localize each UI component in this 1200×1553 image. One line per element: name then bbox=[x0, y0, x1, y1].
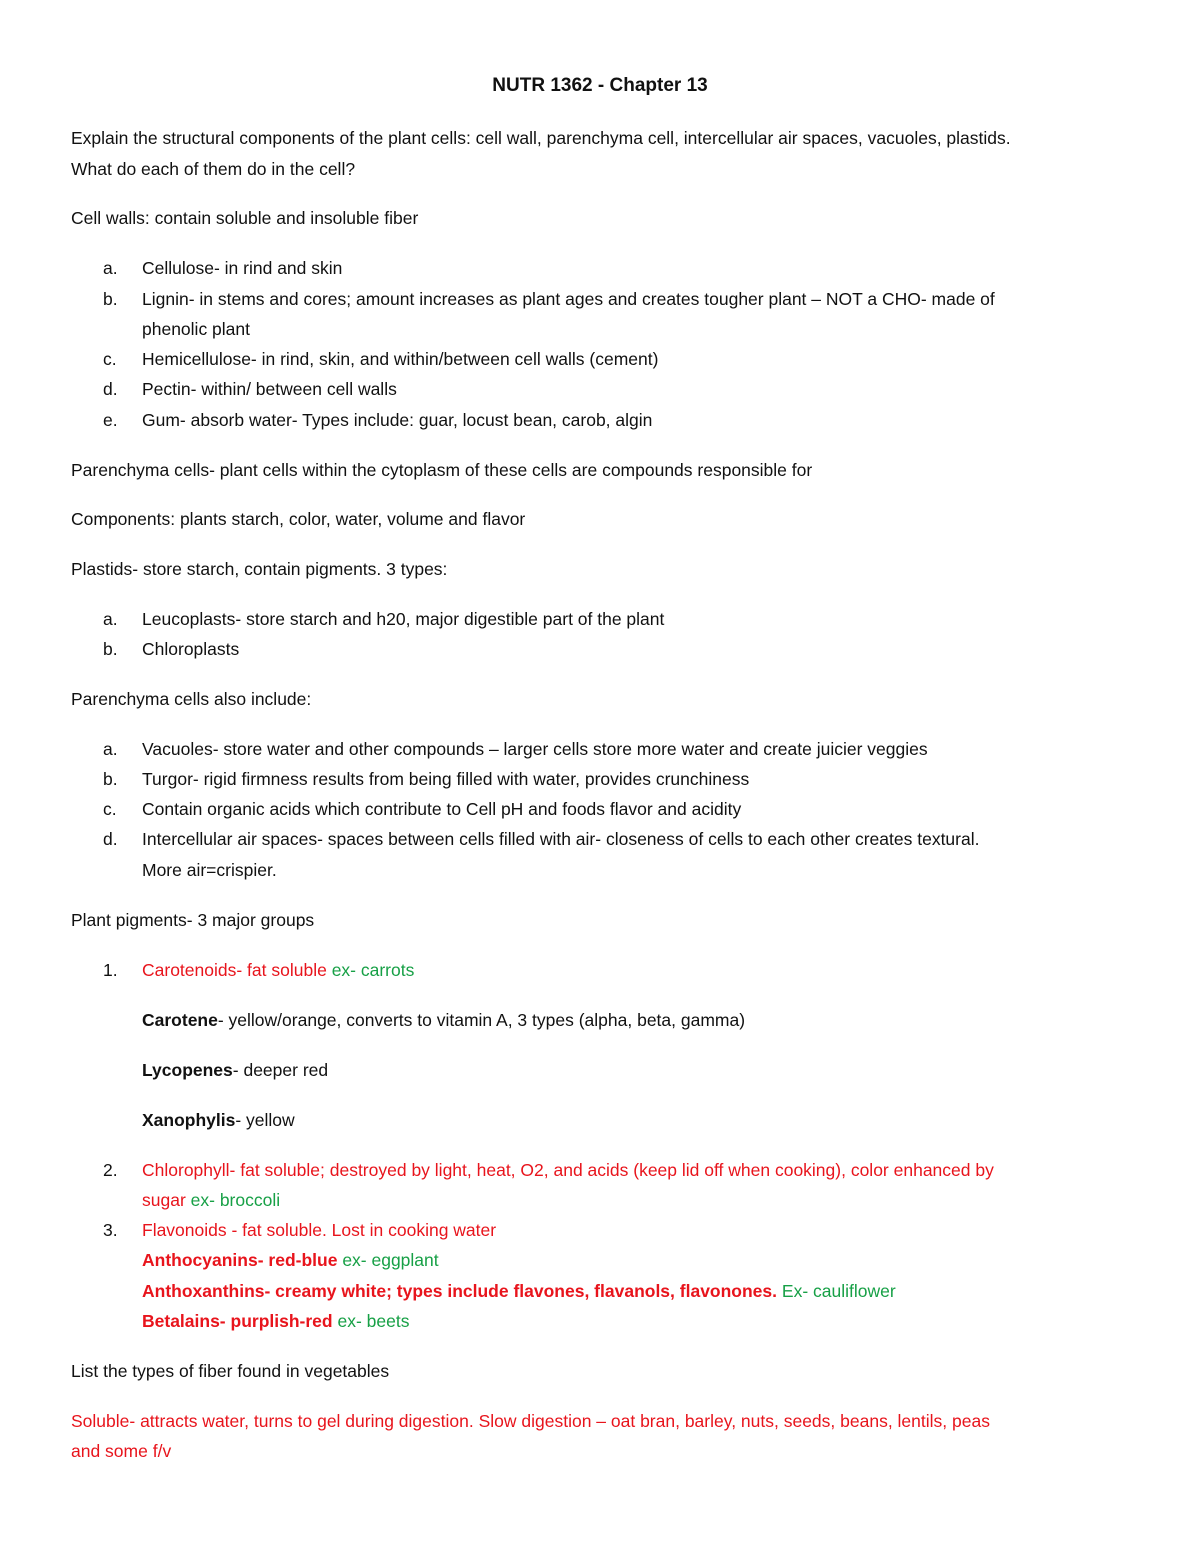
list-item: Turgor- rigid firmness results from being filled with water, provides crunchiness bbox=[142, 769, 750, 789]
anthoxanthins-example: Ex- cauliflower bbox=[781, 1281, 896, 1301]
xanophylis-term: Xanophylis bbox=[142, 1110, 236, 1130]
parenchyma-also-heading: Parenchyma cells also include: bbox=[71, 689, 312, 709]
list-label: a. bbox=[103, 739, 118, 759]
list-item-continuation: phenolic plant bbox=[142, 319, 250, 339]
plastids-line: Plastids- store starch, contain pigments. 3 types: bbox=[71, 559, 448, 579]
anthocyanins-line bbox=[142, 1249, 439, 1271]
list-item: Leucoplasts- store starch and h20, major digestible part of the plant bbox=[142, 609, 665, 629]
betalains-line bbox=[142, 1310, 409, 1332]
list-number: 2. bbox=[103, 1160, 118, 1180]
lycopenes-desc: - deeper red bbox=[232, 1060, 329, 1080]
chlorophyll-line: Chlorophyll- fat soluble; destroyed by light, heat, O2, and acids (keep lid off when cooking), color enhanced by bbox=[142, 1160, 994, 1180]
chlorophyll-example: ex- broccoli bbox=[190, 1190, 281, 1210]
list-item: Gum- absorb water- Types include: guar, locust bean, carob, algin bbox=[142, 410, 653, 430]
anthocyanins-example: ex- eggplant bbox=[342, 1250, 439, 1270]
list-item: Intercellular air spaces- spaces between cells filled with air- closeness of cells to each other creates textural. bbox=[142, 829, 980, 849]
chlorophyll-cont bbox=[142, 1189, 280, 1211]
xanophylis-line bbox=[142, 1109, 295, 1131]
list-item: Chloroplasts bbox=[142, 639, 240, 659]
list-item: Contain organic acids which contribute to Cell pH and foods flavor and acidity bbox=[142, 799, 742, 819]
list-label: e. bbox=[103, 410, 118, 430]
fiber-question: List the types of fiber found in vegetables bbox=[71, 1361, 390, 1381]
lycopenes-line bbox=[142, 1059, 328, 1081]
soluble-line-2: and some f/v bbox=[71, 1441, 172, 1461]
list-label: a. bbox=[103, 609, 118, 629]
components-line: Components: plants starch, color, water, volume and flavor bbox=[71, 509, 526, 529]
carotenoids-name: Carotenoids- fat soluble bbox=[142, 960, 327, 980]
anthoxanthins-line bbox=[142, 1280, 896, 1302]
list-item: Lignin- in stems and cores; amount increases as plant ages and creates tougher plant – NOT a CHO- made of bbox=[142, 289, 995, 309]
anthocyanins-term: Anthocyanins- red-blue bbox=[142, 1250, 338, 1270]
list-item: Pectin- within/ between cell walls bbox=[142, 379, 397, 399]
betalains-term: Betalains- purplish-red bbox=[142, 1311, 333, 1331]
list-item: Hemicellulose- in rind, skin, and within/between cell walls (cement) bbox=[142, 349, 659, 369]
cell-walls-heading: Cell walls: contain soluble and insoluble fiber bbox=[71, 208, 419, 228]
list-number: 3. bbox=[103, 1220, 118, 1240]
pigments-heading: Plant pigments- 3 major groups bbox=[71, 910, 315, 930]
chlorophyll-cont-text: sugar bbox=[142, 1190, 186, 1210]
anthoxanthins-term: Anthoxanthins- creamy white; types include flavones, flavanols, flavonones. bbox=[142, 1281, 778, 1301]
list-item: Vacuoles- store water and other compounds – larger cells store more water and create juicier veggies bbox=[142, 739, 928, 759]
carotene-desc: - yellow/orange, converts to vitamin A, 3 types (alpha, beta, gamma) bbox=[217, 1010, 746, 1030]
carotene-term: Carotene bbox=[142, 1010, 218, 1030]
list-label: b. bbox=[103, 639, 118, 659]
parenchyma-line: Parenchyma cells- plant cells within the cytoplasm of these cells are compounds responsible for bbox=[71, 460, 813, 480]
question-line-2: What do each of them do in the cell? bbox=[71, 159, 356, 179]
list-label: a. bbox=[103, 258, 118, 278]
soluble-line-1: Soluble- attracts water, turns to gel during digestion. Slow digestion – oat bran, barley, nuts, seeds, beans, lentils, peas bbox=[71, 1411, 990, 1431]
list-label: b. bbox=[103, 769, 118, 789]
carotenoids-line bbox=[142, 959, 414, 981]
carotenoids-example: ex- carrots bbox=[331, 960, 415, 980]
page-title: NUTR 1362 - Chapter 13 bbox=[492, 75, 708, 96]
list-number: 1. bbox=[103, 960, 118, 980]
list-label: b. bbox=[103, 289, 118, 309]
list-label: d. bbox=[103, 829, 118, 849]
list-label: c. bbox=[103, 799, 117, 819]
flavonoids-line: Flavonoids - fat soluble. Lost in cooking water bbox=[142, 1220, 497, 1240]
question-line-1: Explain the structural components of the plant cells: cell wall, parenchyma cell, intercellular air spaces, vacuoles, plastids. bbox=[71, 128, 1011, 148]
list-label: d. bbox=[103, 379, 118, 399]
list-item-continuation: More air=crispier. bbox=[142, 860, 277, 880]
betalains-example: ex- beets bbox=[337, 1311, 410, 1331]
lycopenes-term: Lycopenes bbox=[142, 1060, 233, 1080]
carotene-line bbox=[142, 1009, 745, 1031]
xanophylis-desc: - yellow bbox=[235, 1110, 295, 1130]
list-label: c. bbox=[103, 349, 117, 369]
list-item: Cellulose- in rind and skin bbox=[142, 258, 343, 278]
